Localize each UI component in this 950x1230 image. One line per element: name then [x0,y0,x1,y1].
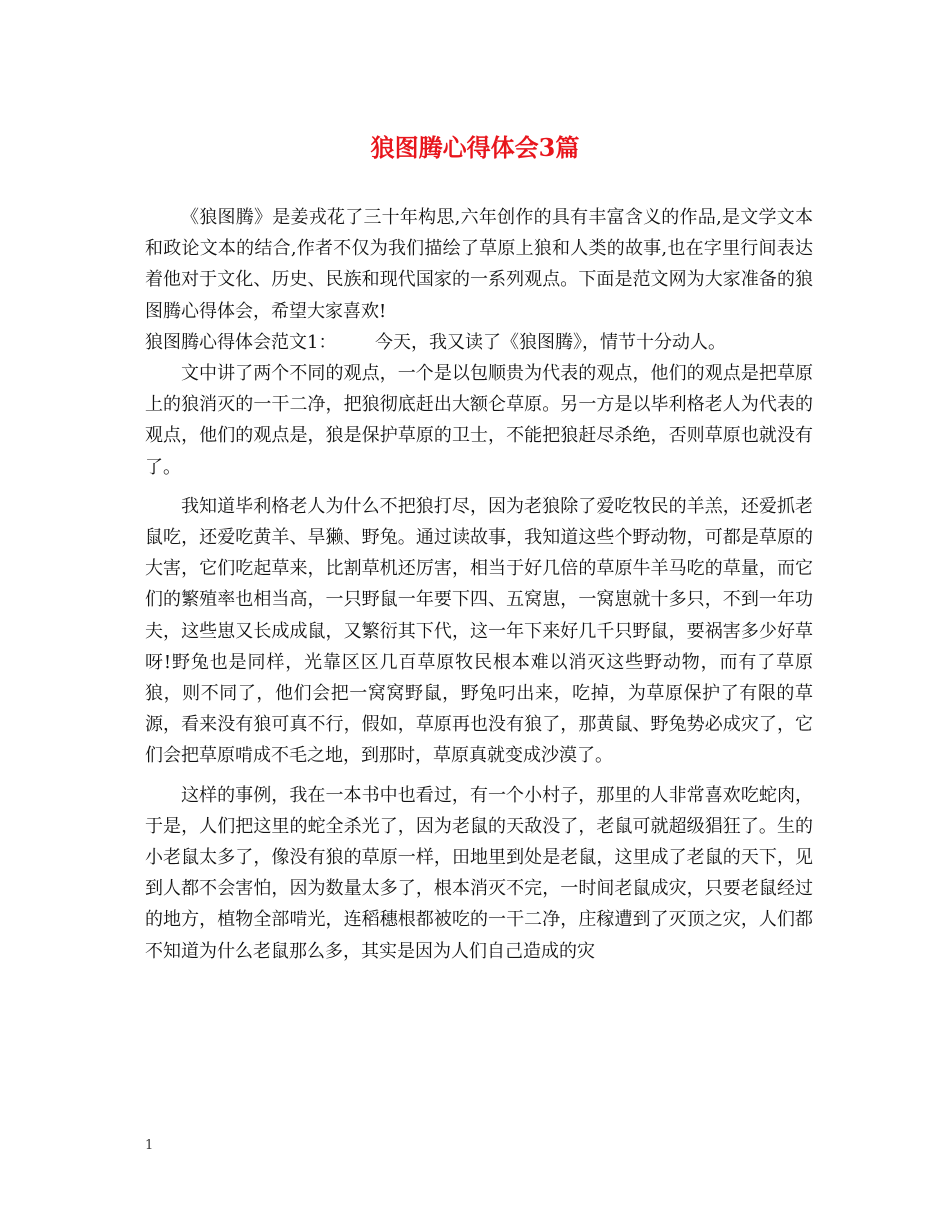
document-title: 狼图腾心得体会3篇 [370,133,580,162]
body-paragraph-3: 这样的事例，我在一本书中也看过，有一个小村子，那里的人非常喜欢吃蛇肉，于是，人们把这里的蛇全杀光了，因为老鼠的天敌没了，老鼠可就超级猖狂了。生的小老鼠太多了，像没有狼的草原一样，田地里到处是老鼠，这里成了老鼠的天下，见到人都不会害怕，因为数量太多了，根本消灭不完，一时间老鼠成灾，只要老鼠经过的地方，植物全部啃光，连稻穗根都被吃的一干二净，庄稼遭到了灭顶之灾，人们都不知道为什么老鼠那么多，其实是因为人们自己造成的灾 [145,784,813,962]
page-number: 1 [145,1138,154,1153]
sample-first-sentence: 今天，我又读了《狼图腾》，情节十分动人。 [375,331,726,353]
body-paragraph-1: 文中讲了两个不同的观点，一个是以包顺贵为代表的观点，他们的观点是把草原上的狼消灭的一干二净，把狼彻底赶出大额仑草原。另一方是以毕利格老人为代表的观点，他们的观点是，狼是保护草原的卫士，不能把狼赶尽杀绝，否则草原也就没有了。 [145,363,813,478]
sample-heading-line [145,327,813,358]
body-paragraph-2: 我知道毕利格老人为什么不把狼打尽，因为老狼除了爱吃牧民的羊羔，还爱抓老鼠吃，还爱吃黄羊、旱獭、野兔。通过读故事，我知道这些个野动物，可都是草原的大害，它们吃起草来，比割草机还厉害，相当于好几倍的草原牛羊马吃的草量，而它们的繁殖率也相当高，一只野鼠一年要下四、五窝崽，一窝崽就十多只，不到一年功夫，这些崽又长成成鼠，又繁衍其下代，这一年下来好几千只野鼠，要祸害多少好草呀!野兔也是同样，光靠区区几百草原牧民根本难以消灭这些野动物，而有了草原狼，则不同了，他们会把一窝窝野鼠，野兔叼出来，吃掉，为草原保护了有限的草源，看来没有狼可真不行，假如，草原再也没有狼了，那黄鼠、野兔势必成灾了，它们会把草原啃成不毛之地，到那时，草原真就变成沙漠了。 [145,495,813,767]
intro-paragraph: 《狼图腾》是姜戎花了三十年构思,六年创作的具有丰富含义的作品,是文学文本和政论文本的结合,作者不仅为我们描绘了草原上狼和人类的故事,也在字里行间表达着他对于文化、历史、民族和现代国家的一系列观点。下面是范文网为大家准备的狼图腾心得体会，希望大家喜欢! [145,207,813,322]
document-body [145,202,813,967]
sample-label: 狼图腾心得体会范文1： [145,331,337,353]
